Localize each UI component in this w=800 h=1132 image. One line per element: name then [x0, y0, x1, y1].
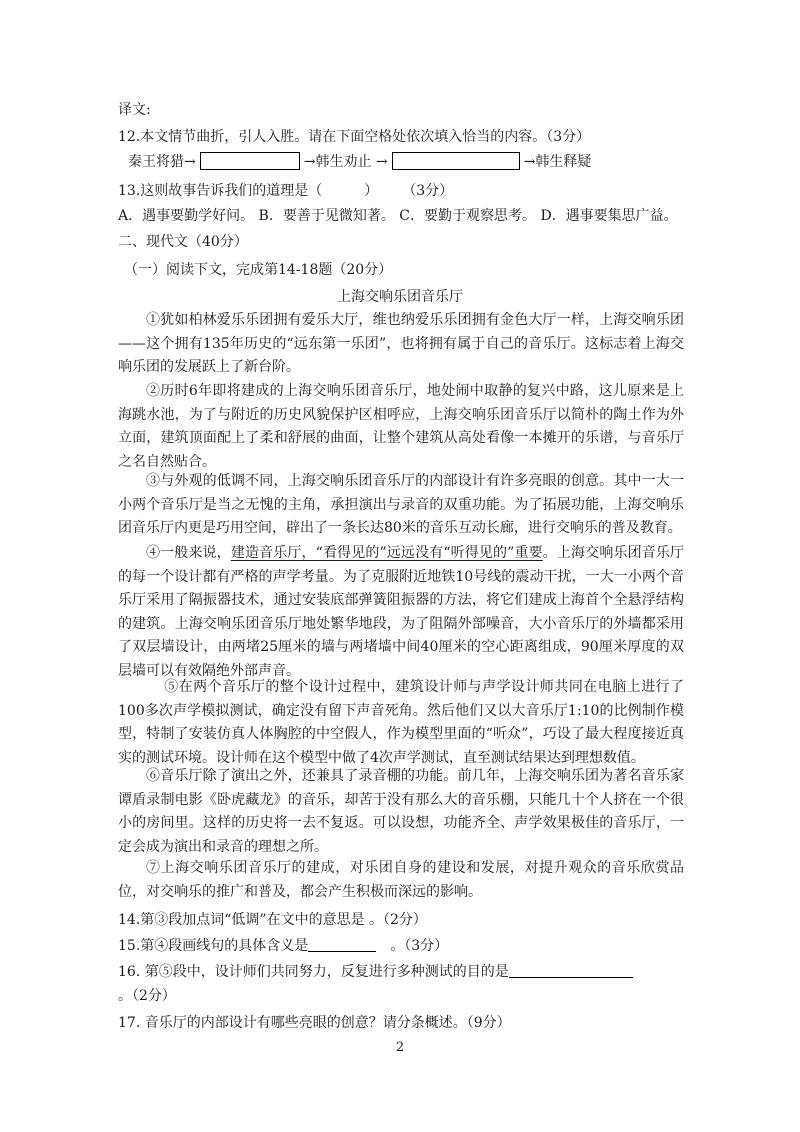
p4-lead: ④一般来说， — [146, 545, 231, 561]
q15-stem: 15.第④段画线句的具体含义是 — [118, 938, 309, 954]
question-15 — [118, 937, 448, 955]
paragraph-2: ②历时6年即将建成的上海交响乐团音乐厅，地处闹中取静的复兴中路，这儿原来是上海跳水池，为了与附近的历史风貌保护区相呼应，上海交响乐团音乐厅以简朴的陶土作为外立面，建筑顶面配上了柔和舒展的曲面，让整个建筑从高处看像一本摊开的乐谱，与音乐厅之名自然贴合。 — [118, 383, 684, 470]
p4-underlined-sentence: 建造音乐厅，“看得见的”远远没有“听得见的”重要 — [230, 545, 543, 561]
paragraph-3: ③与外观的低调不同，上海交响乐团音乐厅的内部设计有许多亮眼的创意。其中一大一小两个音乐厅是当之无愧的主角，承担演出与录音的双重功能。为了拓展功能，上海交响乐团音乐厅内更是巧用空间，辟出了一条长达80米的音乐互动长廊，进行交响乐的普及教育。 — [118, 473, 684, 537]
question-13 — [118, 182, 453, 200]
paragraph-6: ⑥音乐厅除了演出之外，还兼具了录音棚的功能。前几年，上海交响乐团为著名音乐家谭盾录制电影《卧虎藏龙》的音乐，却苦于没有那么大的音乐棚，只能几十个人挤在一个很小的房间里。这样的历史将一去不复返。可以设想，功能齐全、声学效果极佳的音乐厅，一定会成为演出和录音的理想之所。 — [118, 768, 684, 855]
translation-label: 译文: — [118, 102, 151, 118]
q12-flow-step-4: →韩生释疑 — [523, 154, 592, 170]
question-16 — [118, 963, 633, 981]
q13-options: A．遇事要勤学好问。 B．要善于见微知著。 C．要勤于观察思考。 D．遇事要集思广益。 — [118, 208, 678, 224]
q12-flow-step-1: 秦王将猎→ — [128, 154, 196, 170]
question-17: 17. 音乐厅的内部设计有哪些亮眼的创意？请分条概述。（9分） — [118, 1015, 511, 1031]
question-14: 14.第③段加点词“低调”在文中的意思是 。（2分） — [118, 912, 427, 928]
p4-rest: 。上海交响乐团音乐厅的每一个设计都有严格的声学考量。为了克服附近地铁10号线的震动干扰，一大一小两个音乐厅采用了隔振器技术，通过安装底部弹簧阻振器的方法，将它们建成上海首个全悬浮结构的建筑。上海交响乐团音乐厅地处繁华地段，为了阻隔外部噪音，大小音乐厅的外墙都采用了双层墙设计，由两堵25厘米的墙与两堵墙中间40厘米的空心距离组成，90厘米厚度的双层墙可以有效隔绝外部声音。 — [118, 545, 685, 679]
page-number: 2 — [395, 1040, 405, 1055]
paragraph-1: ①犹如柏林爱乐乐团拥有爱乐大厅，维也纳爱乐乐团拥有金色大厅一样，上海交响乐团——这个拥有135年历史的“远东第一乐团”，也将拥有属于自己的音乐厅。这标志着上海交响乐团的发展跃上了新台阶。 — [118, 312, 684, 376]
q12-flow-step-3: → — [375, 154, 388, 170]
q15-score: 。（3分） — [390, 938, 449, 954]
part-heading: （一）阅读下文，完成第14-18题（20分） — [124, 262, 393, 278]
article-title: 上海交响乐团音乐厅 — [337, 289, 463, 305]
paragraph-7: ⑦上海交响乐团音乐厅的建成，对乐团自身的建设和发展，对提升观众的音乐欣赏品位，对交响乐的推广和普及，都会产生积极而深远的影响。 — [118, 860, 684, 900]
paragraph-5: ⑤在两个音乐厅的整个设计过程中，建筑设计师与声学设计师共同在电脑上进行了100多次声学模拟测试，确定没有留下声音死角。然后他们又以大音乐厅1:10的比例制作模型，特制了安装仿真人体胸腔的中空假人，作为模型里面的“听众”，巧设了最大程度接近真实的测试环境。设计师在这个模型中做了4次声学测试，直至测试结果达到理想数值。 — [118, 679, 684, 766]
q15-answer-blank[interactable] — [308, 937, 376, 952]
q12-flow-step-2: →韩生劝止 — [303, 154, 372, 170]
paragraph-4 — [118, 542, 684, 684]
q16-score: 。（2分） — [118, 988, 176, 1004]
question-12: 12.本文情节曲折，引人入胜。请在下面空格处依次填入恰当的内容。（3分） — [118, 129, 591, 145]
q12-flow — [128, 152, 591, 171]
q13-stem-close: ） — [364, 183, 379, 199]
q13-score: （3分） — [402, 183, 454, 199]
q12-answer-box-1[interactable] — [200, 152, 300, 170]
section-heading: 二、现代文（40分） — [118, 234, 248, 250]
q13-stem-open: 13.这则故事告诉我们的道理是（ — [118, 183, 323, 199]
q16-stem: 16. 第⑤段中，设计师们共同努力，反复进行多种测试的目的是 — [118, 964, 509, 980]
q16-answer-blank[interactable] — [509, 963, 633, 978]
q12-answer-box-2[interactable] — [392, 152, 520, 170]
